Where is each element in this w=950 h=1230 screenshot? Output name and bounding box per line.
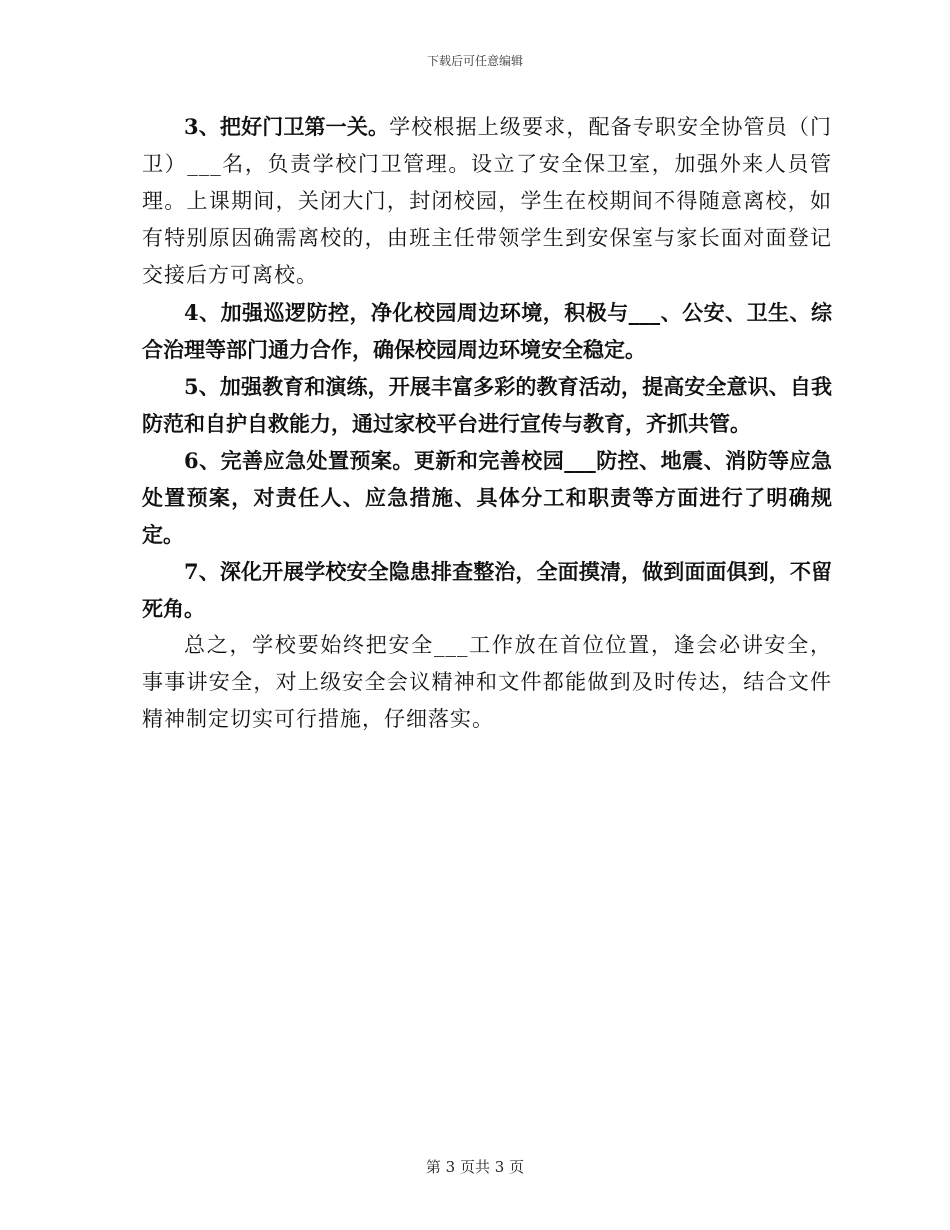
- document-body: [142, 108, 832, 738]
- paragraph-patrol: 4、加强巡逻防控，净化校园周边环境，积极与___、公安、卫生、综合治理等部门通力合作，确保校园周边环境安全稳定。: [142, 300, 832, 362]
- paragraph-text: 学校根据上级要求，配备专职安全协管员（门卫）___名，负责学校门卫管理。设立了安全保卫室，加强外来人员管理。上课期间，关闭大门，封闭校园，学生在校期间不得随意离校，如有特别原因确需离校的，由班主任带领学生到安保室与家长面对面登记交接后方可离校。: [142, 115, 832, 287]
- paragraph-hazard-inspection: 7、深化开展学校安全隐患排查整治，全面摸清，做到面面俱到，不留死角。: [142, 559, 832, 621]
- page-footer: 第 3 页共 3 页: [425, 1158, 525, 1176]
- page-header: 下载后可任意编辑: [426, 54, 523, 68]
- paragraph-lead: 3、把好门卫第一关。: [184, 114, 390, 139]
- paragraph-conclusion: 总之，学校要始终把安全___工作放在首位位置，逢会必讲安全，事事讲安全，对上级安全会议精神和文件都能做到及时传达，结合文件精神制定切实可行措施，仔细落实。: [142, 633, 832, 731]
- paragraph-gatekeeping: [142, 108, 832, 294]
- paragraph-emergency-plan: 6、完善应急处置预案。更新和完善校园___防控、地震、消防等应急处置预案，对责任人、应急措施、具体分工和职责等方面进行了明确规定。: [142, 448, 832, 547]
- paragraph-education: 5、加强教育和演练，开展丰富多彩的教育活动，提高安全意识、自我防范和自护自救能力，通过家校平台进行宣传与教育，齐抓共管。: [142, 374, 832, 436]
